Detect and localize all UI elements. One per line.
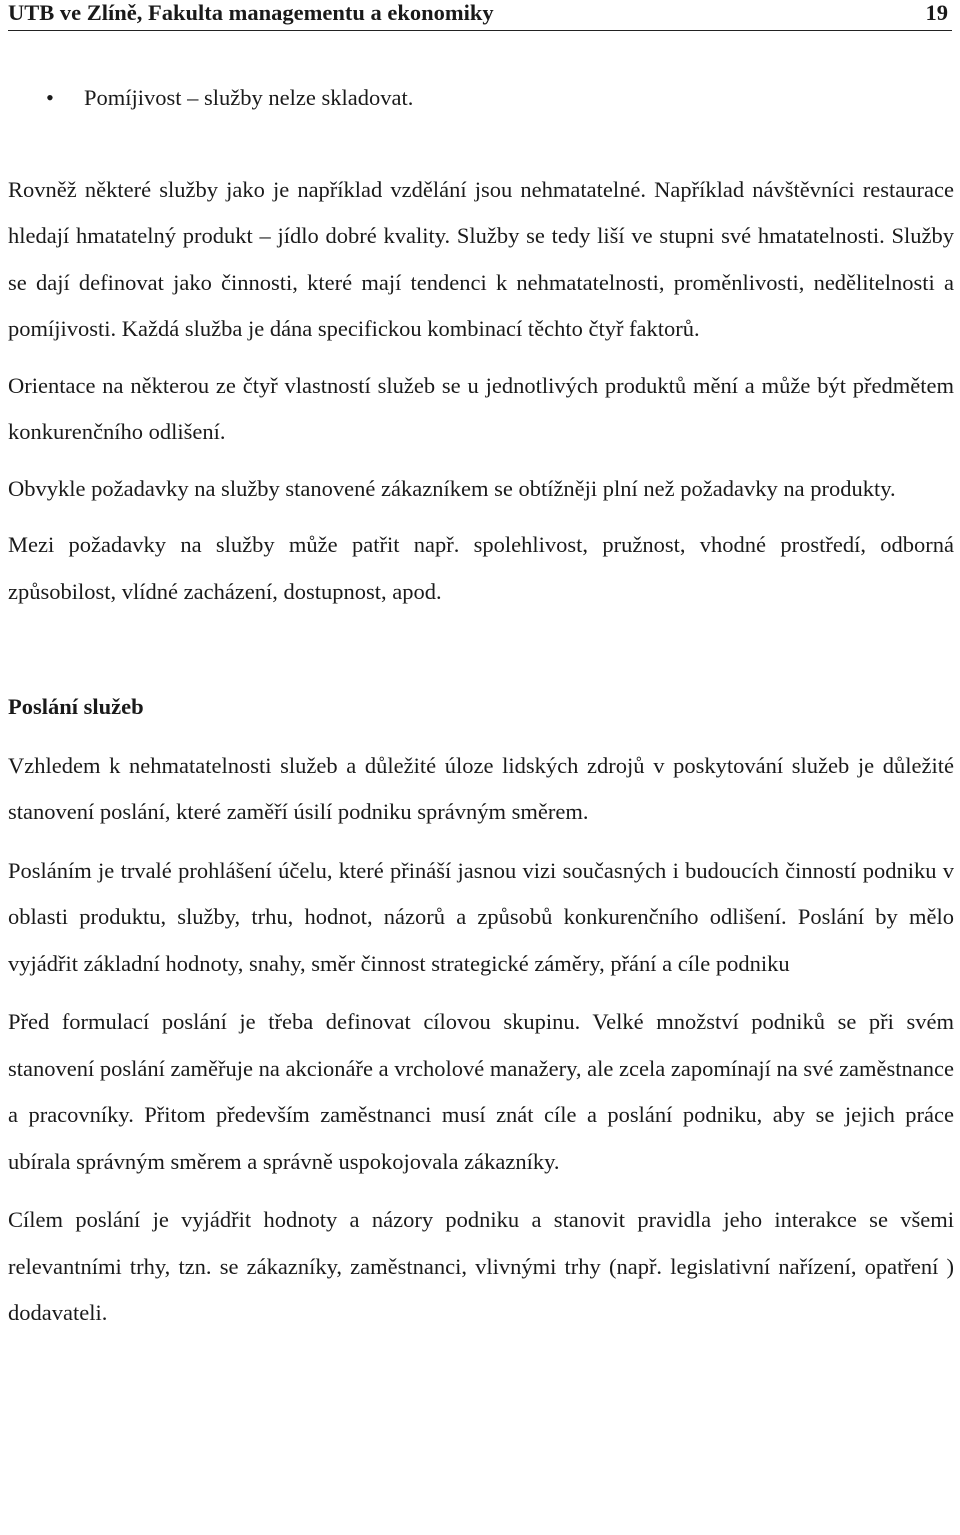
bullet-icon: •	[46, 85, 54, 110]
paragraph: Rovněž některé služby jako je například vzdělání jsou nehmatatelné. Například návštěvníci restaurace hledají hmatatelný produkt – jídlo dobré kvality. Služby se tedy liší ve stupni své hmatatelnosti. Služby se dají definovat jako činnosti, které mají tendenci k nehmatatelnosti, proměnlivosti, nedělitelnosti a pomíjivosti. Každá služba je dána specifickou kombinací těchto čtyř faktorů.	[8, 176, 954, 341]
paragraph: Obvykle požadavky na služby stanovené zákazníkem se obtížněji plní než požadavky na produkty.	[8, 475, 896, 501]
paragraph: Orientace na některou ze čtyř vlastností služeb se u jednotlivých produktů mění a může být předmětem konkurenčního odlišení.	[8, 372, 954, 444]
paragraph: Mezi požadavky na služby může patřit např. spolehlivost, pružnost, vhodné prostředí, odborná způsobilost, vlídné zacházení, dostupnost, apod.	[8, 532, 954, 604]
bullet-text: Pomíjivost – služby nelze skladovat.	[84, 85, 414, 110]
document-body	[8, 75, 954, 1337]
paragraph: Před formulací poslání je třeba definovat cílovou skupinu. Velké množství podniků se při svém stanovení poslání zaměřuje na akcionáře a vrcholové manažery, ale zcela zapomínají na své zaměstnance a pracovníky. Přitom především zaměstnanci musí znát cíle a poslání podniku, aby se jejich práce ubírala správným směrem a správně uspokojovala zákazníky.	[8, 1009, 954, 1174]
paragraph: Cílem poslání je vyjádřit hodnoty a názory podniku a stanovit pravidla jeho interakce se všemi relevantními trhy, tzn. se zákazníky, zaměstnanci, vlivnými trhy (např. legislativní nařízení, opatření ) dodavateli.	[8, 1207, 954, 1325]
paragraph: Posláním je trvalé prohlášení účelu, které přináší jasnou vizi současných i budoucích činností podniku v oblasti produktu, služby, trhu, hodnot, názorů a způsobů konkurenčního odlišení. Poslání by mělo vyjádřit základní hodnoty, snahy, směr činnost strategické záměry, přání a cíle podniku	[8, 857, 954, 976]
bullet-item	[8, 75, 954, 122]
page-number: 19	[925, 0, 948, 25]
header-title: UTB ve Zlíně, Fakulta managementu a ekonomiky	[8, 0, 494, 25]
paragraph: Vzhledem k nehmatatelnosti služeb a důležité úloze lidských zdrojů v poskytování služeb je důležité stanovení poslání, které zaměří úsilí podniku správným směrem.	[8, 752, 954, 824]
page-header	[8, 0, 952, 31]
section-heading: Poslání služeb	[8, 694, 144, 719]
